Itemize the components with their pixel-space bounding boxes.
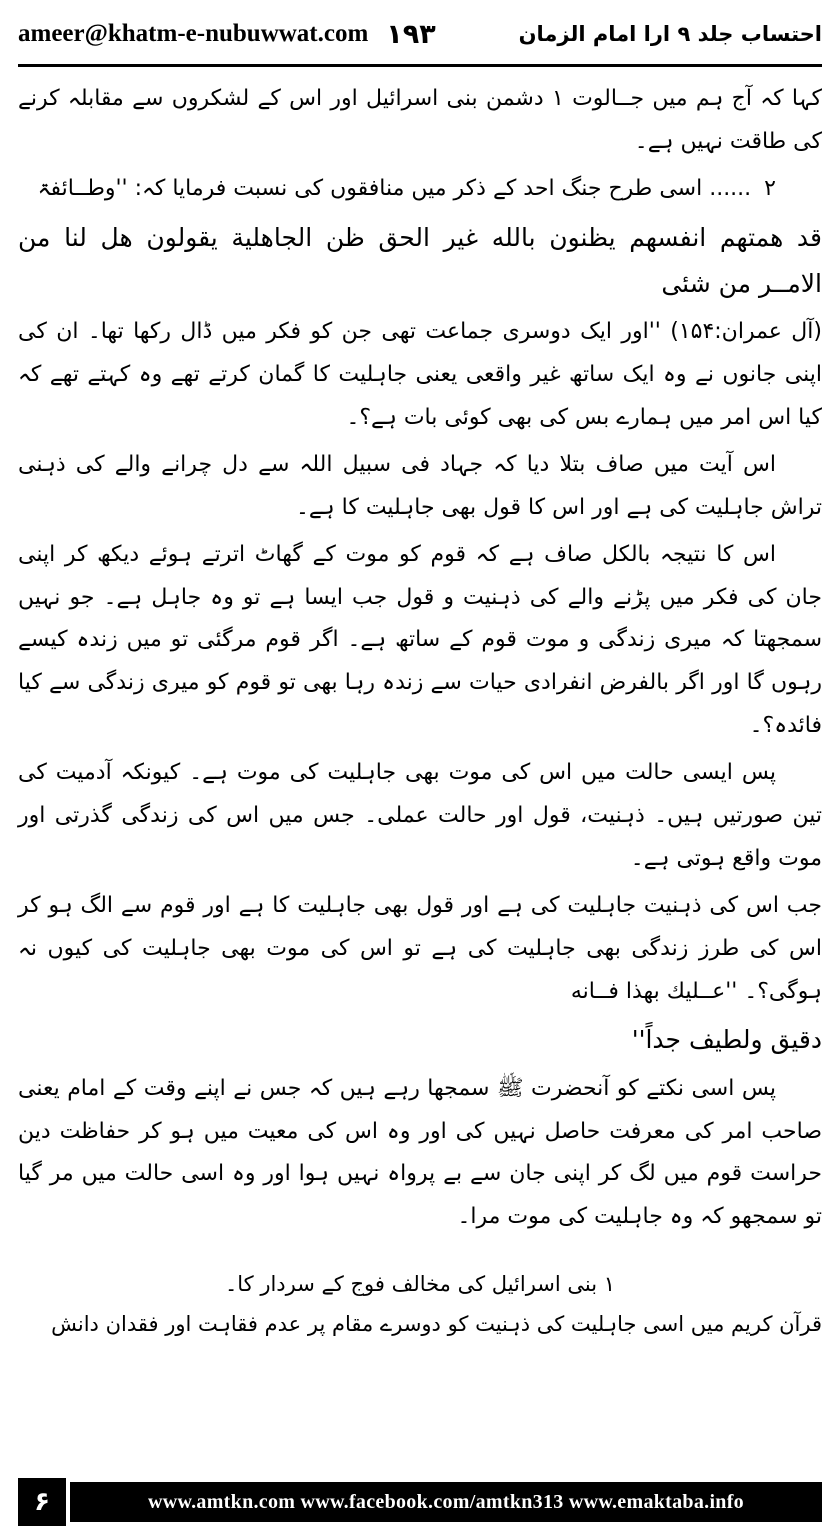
paragraph: پس اسی نکتے کو آنحضرت ﷺ سمجھا رہے ہیں کہ جس نے اپنے وقت کے امام یعنی صاحب امر کی معرفت حاصل نہیں کی اور وہ اس کی معیت میں ہو کر حفاظت دین حراست قوم میں لگ کر اپنی جان سے بے پرواہ نہیں ہوا اور وہ اسی حالت میں مر گیا تو سمجھو کہ وہ جاہلیت کی موت مرا۔ xyxy=(18,1075,822,1230)
paragraph: کہا کہ آج ہم میں جــالوت ۱ دشمن بنی اسرائیل اور اس کے لشکروں سے مقابلہ کرنے کی طاقت نہیں ہے۔ xyxy=(18,86,822,154)
paragraph: اس کا نتیجہ بالکل صاف ہے کہ قوم کو موت کے گھاٹ اترتے ہوئے دیکھ کر اپنی جان کی فکر میں پڑنے والے کی ذہنیت و قول جب ایسا ہے تو وہ جاہل ہے۔ جو نہیں سمجھتا کہ میری زندگی و موت قوم کے ساتھ ہے۔ اگر قوم مرگئی تو میں زندہ کیسے رہوں گا اور اگر بالفرض انفرادی حیات سے زندہ رہا بھی تو قوم کو میری زندگی سے کیا فائدہ؟۔ xyxy=(18,541,822,739)
contact-email: ameer@khatm-e-nubuwwat.com xyxy=(18,20,369,47)
arabic-quote-continued: دقيق ولطيف جداً'' xyxy=(631,1025,822,1055)
leader-dots: ...... xyxy=(709,175,752,201)
footnote-item xyxy=(18,1265,822,1305)
list-marker: ۲ xyxy=(764,175,776,201)
header-center-group xyxy=(18,19,436,50)
footer-page-number: ۶ xyxy=(18,1478,66,1526)
footnote-section xyxy=(18,1265,822,1345)
footnote-item xyxy=(18,1305,822,1345)
page-body xyxy=(18,78,822,1452)
footnote-text: قرآن کریم میں اسی جاہلیت کی ذہنیت کو دوسرے مقام پر عدم فقاہت اور فقدان دانش xyxy=(51,1312,822,1337)
page-footer xyxy=(0,1476,840,1532)
footnote-marker: ۱ xyxy=(603,1272,616,1297)
paragraph: (آل عمران:۱۵۴) ''اور ایک دوسری جماعت تھی جن کو فکر میں ڈال رکھا تھا۔ ان کی اپنی جانوں نے وہ ایک ساتھ غیر واقعی یعنی جاہلیت کا گمان کرتے تھے وہ کہتے تھے کہ کیا اس امر میں ہمارے بس کی بھی کوئی بات ہے؟۔ xyxy=(18,319,822,430)
paragraph: جب اس کی ذہنیت جاہلیت کی ہے اور قول بھی جاہلیت کا ہے اور قوم سے الگ ہو کر اس کی طرز زندگی بھی جاہلیت کی ہے تو اس کی موت بھی جاہلیت کی کیوں نہ ہوگی؟۔ ''عــلیك بهذا فــانه xyxy=(18,892,822,1004)
paragraph-text: اسی طرح جنگ احد کے ذکر میں منافقوں کی نسبت فرمایا کہ: ''وطــائفۃ xyxy=(37,175,703,201)
arabic-quote: قد همتهم انفسهم يظنون بالله غير الحق ظن الجاهلية يقولون هل لنا من الامــر من شئى xyxy=(18,222,822,298)
footer-links[interactable]: www.amtkn.com www.facebook.com/amtkn313 www.emaktaba.info xyxy=(148,1490,744,1513)
paragraph: پس ایسی حالت میں اس کی موت بھی جاہلیت کی موت ہے۔ کیونکہ آدمیت کی تین صورتیں ہیں۔ ذہنیت، قول اور حالت عملی۔ جس میں اس کی زندگی گذرتی اور موت واقع ہوتی ہے۔ xyxy=(18,760,822,871)
page-header xyxy=(0,8,840,60)
numbered-paragraph xyxy=(18,168,822,211)
footnote-text: بنی اسرائیل کی مخالف فوج کے سردار کا۔ xyxy=(224,1272,598,1297)
book-title: احتساب جلد ۹ ارا امام الزمان xyxy=(518,22,822,46)
paragraph: اس آیت میں صاف بتلا دیا کہ جہاد فی سبیل اللہ سے دل چرانے والے کی ذہنی تراش جاہلیت کی ہے اور اس کا قول بھی جاہلیت کا ہے۔ xyxy=(18,451,822,520)
header-divider xyxy=(18,64,822,67)
footer-links-band xyxy=(70,1482,822,1522)
header-page-number: ۱۹۳ xyxy=(386,18,436,50)
